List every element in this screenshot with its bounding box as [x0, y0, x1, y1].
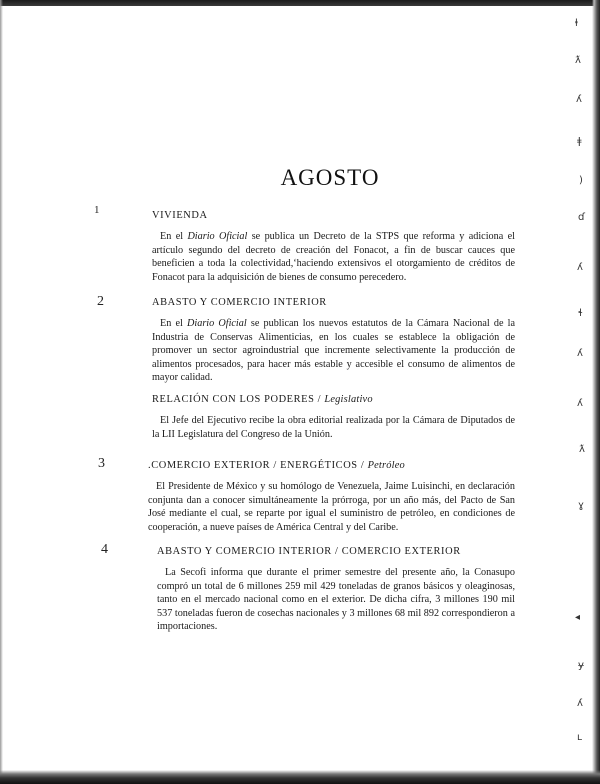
- entry-2: [152, 296, 515, 385]
- entry-4: [148, 459, 515, 534]
- entry-body: En el Diario Oficial se publica un Decreto de la STPS que reforma y adiciona el artículo segundo del decreto de creación del Fonacot, a fin de buscar cauces que beneficien a toda la colectividad,‘haciendo extensivos el otorgamiento de créditos de Fonacot para la adquisición de bienes de consumo perecedero.: [152, 231, 515, 283]
- day-number: 3: [98, 456, 105, 471]
- entry-3: [152, 393, 515, 441]
- entry-branch: Legislativo: [324, 394, 373, 405]
- entry-body: En el Diario Oficial se publican los nuevos estatutos de la Cámara Nacional de la Industria de Conservas Alimenticias, en los cuales se establece la obligación de promover un sector agroindustrial que incremente selectivamente la producción de alimentos procesados, para hacer más estable y accesible el consumo de alimentos de mayor calidad.: [152, 318, 516, 384]
- entry-body: La Secofi informa que durante el primer semestre del presente año, la Conasupo compró un total de 6 millones 259 mil 429 toneladas de granos básicos y oleaginosas, tanto en el mercado nacional como en el exterior. De dicha cifra, 3 millones 190 mil 537 toneladas fueron de cosechas nacionales y 3 millones 68 mil 892 correspondieron a importaciones.: [157, 567, 515, 633]
- scan-edge-bottom: [0, 770, 600, 784]
- entry-branch: Petróleo: [367, 460, 405, 471]
- page-title: AGOSTO: [280, 165, 380, 191]
- scan-edge-top: [0, 0, 600, 6]
- binding-marks: ⱡ ƛ ʎ ǂ ) ɗ ʎ ɬ ʎ ʎ ƛ ɣ ◂ ɏ ʎ ʟ: [575, 18, 585, 743]
- entry-5: [157, 545, 515, 634]
- entry-heading: [152, 209, 515, 222]
- entry-heading: [148, 459, 515, 472]
- entry-heading-text: VIVIENDA: [152, 210, 208, 221]
- scan-edge-left: [0, 0, 3, 784]
- entry-heading-text: .COMERCIO EXTERIOR / ENERGÉTICOS /: [148, 460, 368, 471]
- day-number: 2: [97, 294, 104, 309]
- entry-heading-text: ABASTO Y COMERCIO INTERIOR: [152, 297, 327, 308]
- entry-body: El Jefe del Ejecutivo recibe la obra editorial realizada por la Cámara de Diputados de la LII Legislatura del Congreso de la Unión.: [152, 415, 515, 440]
- day-number: 4: [101, 542, 108, 557]
- entry-heading: [152, 393, 515, 406]
- entry-heading: [152, 296, 515, 309]
- day-number: 1: [94, 204, 100, 216]
- entry-1: [152, 209, 515, 284]
- entry-heading-text: RELACIÓN CON LOS PODERES /: [152, 394, 325, 405]
- entry-heading: [157, 545, 515, 558]
- entry-heading-text: ABASTO Y COMERCIO INTERIOR / COMERCIO EXTERIOR: [157, 546, 461, 557]
- entry-body: El Presidente de México y su homólogo de Venezuela, Jaime Luisinchi, en declaración conjunta dan a conocer simultáneamente la prórroga, por un año más, del Pacto de San José mediante el cual, se reparte por igual el suministro de petróleo, en condiciones de cooperación, a nueve países de América Central y del Caribe.: [148, 481, 515, 533]
